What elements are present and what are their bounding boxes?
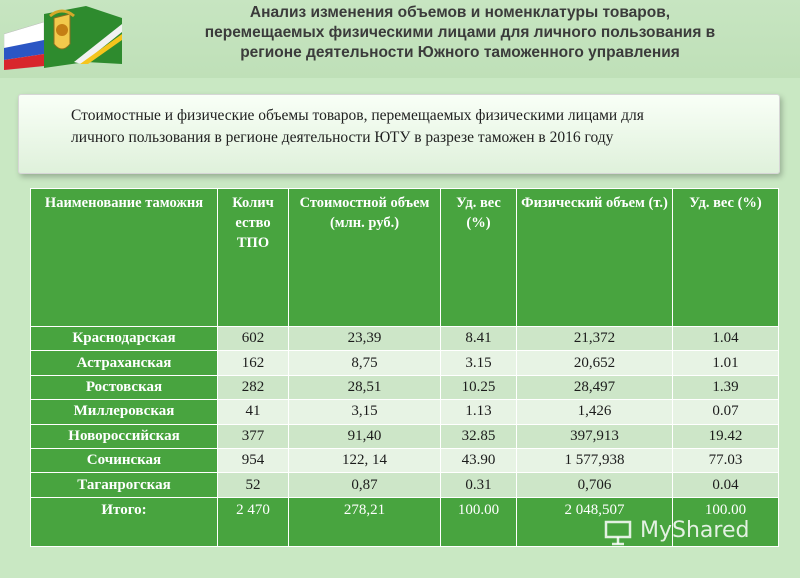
count-cell: 602 — [218, 327, 289, 351]
table-row — [31, 473, 779, 497]
total-weight-share-cell: 100.00 — [673, 497, 779, 546]
table-row — [31, 448, 779, 472]
customs-name-cell: Астраханская — [31, 351, 218, 375]
customs-name-cell: Миллеровская — [31, 400, 218, 424]
value-share-cell: 1.13 — [441, 400, 517, 424]
value-cell: 28,51 — [289, 375, 441, 399]
watermark — [600, 516, 770, 550]
count-cell: 162 — [218, 351, 289, 375]
column-header-value: Стоимостной объем (млн. руб.) — [289, 189, 441, 327]
table-row — [31, 400, 779, 424]
column-header-name: Наименование таможня — [31, 189, 218, 327]
weight-share-cell: 1.39 — [673, 375, 779, 399]
customs-name-cell: Новороссийская — [31, 424, 218, 448]
value-cell: 3,15 — [289, 400, 441, 424]
customs-name-cell: Сочинская — [31, 448, 218, 472]
total-count-cell: 2 470 — [218, 497, 289, 546]
value-share-cell: 32.85 — [441, 424, 517, 448]
weight-share-cell: 1.04 — [673, 327, 779, 351]
count-cell: 377 — [218, 424, 289, 448]
subtitle-text — [71, 105, 771, 149]
weight-cell: 1,426 — [517, 400, 673, 424]
total-weight-cell: 2 048,507 — [517, 497, 673, 546]
weight-share-cell: 19.42 — [673, 424, 779, 448]
subtitle-line: Стоимостные и физические объемы товаров, перемещаемых физическими лицами для — [71, 107, 644, 124]
value-share-cell: 10.25 — [441, 375, 517, 399]
customs-volume-table — [30, 188, 779, 547]
weight-cell: 20,652 — [517, 351, 673, 375]
presentation-board-icon — [604, 520, 632, 546]
value-cell: 122, 14 — [289, 448, 441, 472]
value-cell: 91,40 — [289, 424, 441, 448]
table-header-row — [31, 189, 779, 327]
column-header-value-share: Уд. вес (%) — [441, 189, 517, 327]
table-row — [31, 351, 779, 375]
subtitle-box — [18, 94, 780, 174]
total-value-cell: 278,21 — [289, 497, 441, 546]
value-share-cell: 3.15 — [441, 351, 517, 375]
count-cell: 954 — [218, 448, 289, 472]
total-label-cell: Итого: — [31, 497, 218, 546]
count-cell: 52 — [218, 473, 289, 497]
weight-share-cell: 0.07 — [673, 400, 779, 424]
value-cell: 23,39 — [289, 327, 441, 351]
table-row — [31, 327, 779, 351]
weight-cell: 1 577,938 — [517, 448, 673, 472]
slide-title — [140, 3, 780, 63]
title-line: регионе деятельности Южного таможенного управления — [240, 44, 680, 61]
weight-share-cell: 0.04 — [673, 473, 779, 497]
weight-share-cell: 77.03 — [673, 448, 779, 472]
total-value-share-cell: 100.00 — [441, 497, 517, 546]
customs-emblem-flag-icon — [4, 4, 122, 70]
weight-cell: 28,497 — [517, 375, 673, 399]
value-cell: 0,87 — [289, 473, 441, 497]
title-line: Анализ изменения объемов и номенклатуры товаров, — [249, 4, 671, 21]
value-share-cell: 0.31 — [441, 473, 517, 497]
table-row — [31, 424, 779, 448]
column-header-weight: Физический объем (т.) — [517, 189, 673, 327]
watermark-text: MyShared — [640, 518, 750, 543]
weight-cell: 21,372 — [517, 327, 673, 351]
value-cell: 8,75 — [289, 351, 441, 375]
column-header-weight-share: Уд. вес (%) — [673, 189, 779, 327]
customs-name-cell: Ростовская — [31, 375, 218, 399]
header-bar — [0, 0, 800, 78]
weight-cell: 0,706 — [517, 473, 673, 497]
weight-share-cell: 1.01 — [673, 351, 779, 375]
count-cell: 41 — [218, 400, 289, 424]
weight-cell: 397,913 — [517, 424, 673, 448]
count-cell: 282 — [218, 375, 289, 399]
customs-name-cell: Таганрогская — [31, 473, 218, 497]
subtitle-line: личного пользования в регионе деятельности ЮТУ в разрезе таможен в 2016 году — [71, 129, 614, 146]
value-share-cell: 43.90 — [441, 448, 517, 472]
title-line: перемещаемых физическими лицами для личного пользования в — [204, 24, 716, 41]
value-share-cell: 8.41 — [441, 327, 517, 351]
table-row — [31, 375, 779, 399]
customs-name-cell: Краснодарская — [31, 327, 218, 351]
column-header-count: Колич ество ТПО — [218, 189, 289, 327]
